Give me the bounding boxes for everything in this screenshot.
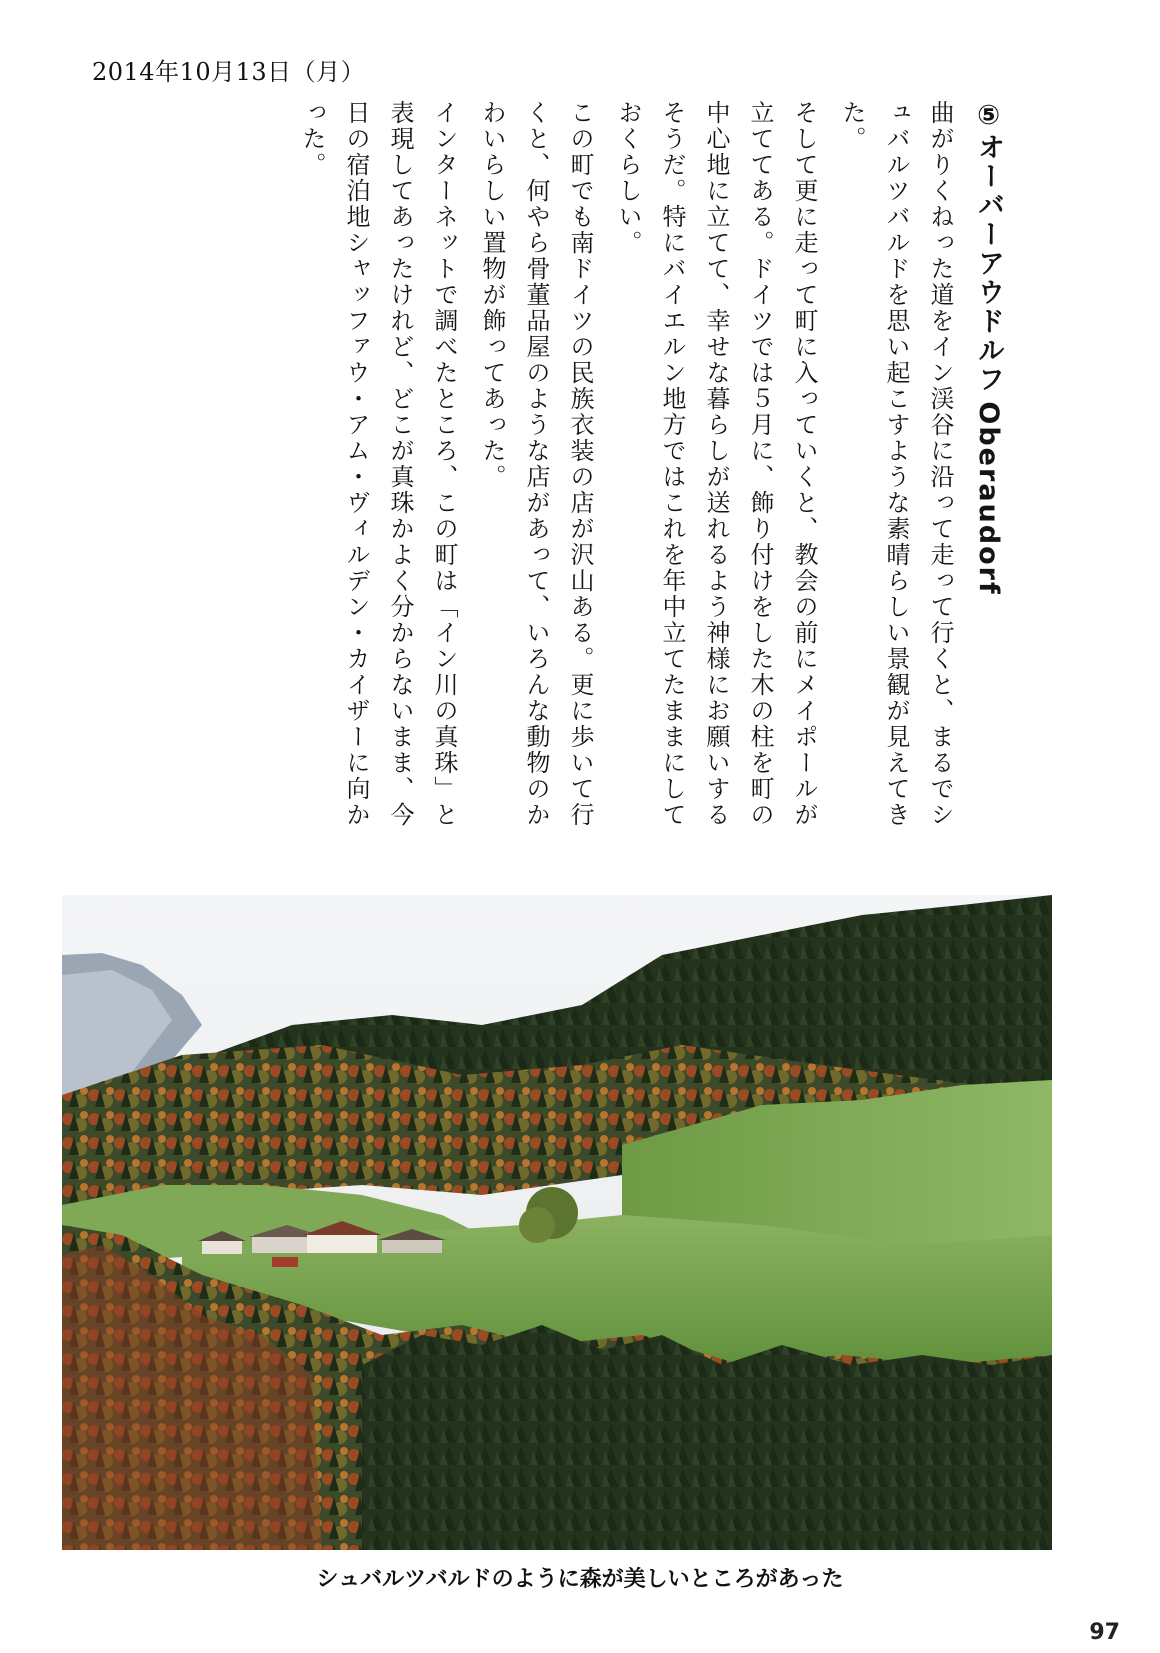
paragraph-2: そして更に走って町に入っていくと、教会の前にメイポールが立ててある。ドイツでは５月に、飾り付けをした木の柱を町の中心地に立てて、幸せな暮らしが送れるよう神様にお願いするそうだ。特にバイエルン地方ではこれを年中立てたままにしておくらしい。 [614, 100, 818, 828]
article-text [286, 100, 1010, 840]
landscape-photo [62, 895, 1052, 1550]
paragraph-1: 曲がりくねった道をイン渓谷に沿って走って行くと、まるでシュバルツバルドを思い起こすような素晴らしい景観が見えてきた。 [838, 100, 954, 828]
heading-title: ⑤オーバーアウドルフ [973, 100, 1004, 394]
photo-caption: シュバルツバルドのように森が美しいところがあった [316, 1567, 844, 1592]
date-header: 2014年10月13日（月） [92, 58, 366, 86]
page-number: 97 [1089, 1620, 1120, 1645]
paragraph-4: インターネットで調べたところ、この町は「イン川の真珠」と表現してあったけれど、どこが真珠かよく分からないまま、今日の宿泊地シャッファウ・アム・ヴィルデン・カイザーに向かった。 [298, 100, 458, 828]
section-heading [966, 100, 1010, 840]
paragraph-3: この町でも南ドイツの民族衣装の店が沢山ある。更に歩いて行くと、何やら骨董品屋のような店があって、いろんな動物のかわいらしい置物が飾ってあった。 [478, 100, 594, 828]
heading-latin: Oberaudorf [973, 401, 1004, 596]
